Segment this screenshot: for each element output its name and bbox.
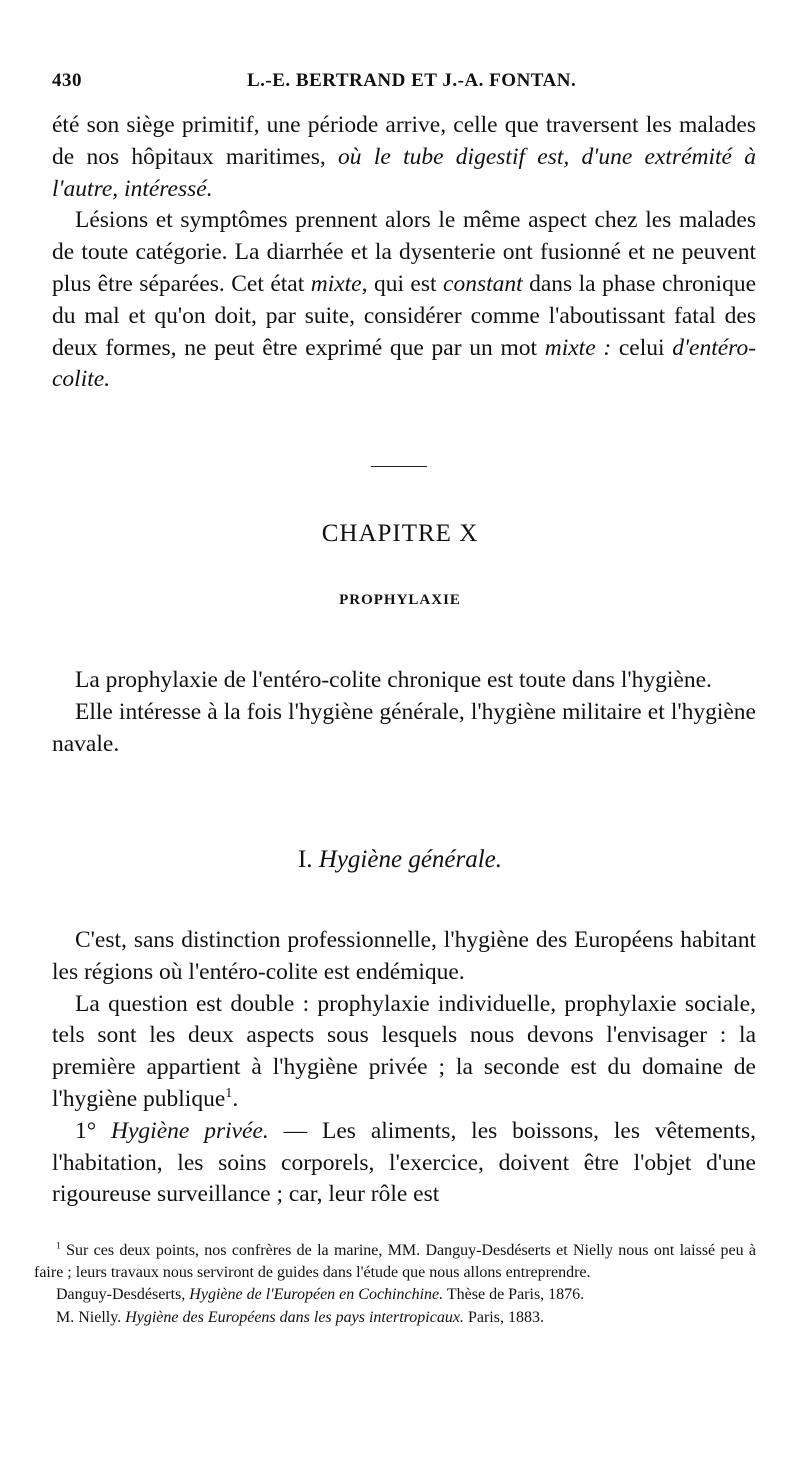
footnote-ref: 1 bbox=[225, 1085, 233, 1102]
separator-rule bbox=[371, 466, 427, 467]
section-number: I. bbox=[297, 846, 319, 873]
text-run: — Les aliments, les boissons, les vêtements, l'habitation, les soins corporels, l'exercice, doivent être l'objet d'une rigoureuse surveillance ; car, leur rôle est bbox=[52, 1117, 756, 1208]
text-block-3 bbox=[52, 925, 756, 1211]
ref-author: M. Nielly. bbox=[56, 1308, 126, 1326]
text-run: celui bbox=[611, 334, 673, 361]
text-block-1 bbox=[52, 110, 756, 396]
chapter-title: CHAPITRE X bbox=[321, 520, 479, 547]
chapter-subtitle: PROPHYLAXIE bbox=[339, 592, 461, 608]
text-block-2 bbox=[52, 665, 756, 760]
paragraph bbox=[52, 989, 756, 1116]
footnote bbox=[34, 1240, 756, 1284]
italic-text: mixte, bbox=[310, 270, 368, 297]
italic-text: constant bbox=[443, 270, 523, 297]
footnote-mark: 1 bbox=[56, 1240, 61, 1252]
paragraph: La prophylaxie de l'entéro-colite chronique est toute dans l'hygiène. bbox=[75, 667, 712, 693]
italic-text: d'entéro-colite. bbox=[52, 334, 757, 393]
paragraph bbox=[52, 110, 756, 205]
text-run: . bbox=[232, 1085, 239, 1112]
running-title: L.-E. BERTRAND ET J.-A. FONTAN. bbox=[247, 70, 577, 91]
page-number: 430 bbox=[52, 70, 82, 91]
ref-author: Danguy-Desdéserts, bbox=[56, 1286, 190, 1304]
paragraph bbox=[52, 1116, 756, 1211]
text-run: La question est double : prophylaxie individuelle, prophylaxie sociale, tels sont les deux aspects sous lesquels nous devons l'envisager : la première appartient à l'hygiène privée ; la seconde est du domaine de l'hygiène publique bbox=[52, 990, 756, 1112]
text-run: Lésions et symptômes prennent alors le même aspect chez les malades de toute catégorie. La diarrhée et la dysenterie ont fusionné et ne peuvent plus être séparées. Cet état bbox=[52, 207, 756, 297]
text-run: été son siège primitif, une période arrive, celle que traversent les malades de nos hôpitaux maritimes, bbox=[52, 112, 756, 170]
ref-details: Paris, 1883. bbox=[463, 1308, 544, 1326]
italic-text: mixte : bbox=[544, 334, 612, 361]
italic-text: Hygiène privée. bbox=[111, 1117, 269, 1144]
ref-title: Hygiène des Européens dans les pays intertropicaux. bbox=[125, 1308, 464, 1326]
ref-details: Thèse de Paris, 1876. bbox=[443, 1286, 585, 1304]
paragraph: C'est, sans distinction professionnelle, l'hygiène des Européens habitant les régions où l'entéro-colite est endémique. bbox=[52, 927, 756, 985]
footnotes bbox=[34, 1240, 756, 1329]
italic-text: où le tube digestif est, d'une extrémité à l'autre, intéressé. bbox=[52, 143, 756, 202]
text-run: dans la phase chronique du mal et qu'on doit, par suite, considérer comme l'aboutissant fatal des deux formes, ne peut être exprimé que par un mot bbox=[52, 270, 757, 361]
footnote-reference bbox=[34, 1284, 756, 1306]
section-heading bbox=[0, 846, 800, 874]
paragraph: Elle intéresse à la fois l'hygiène générale, l'hygiène militaire et l'hygiène navale. bbox=[52, 698, 756, 757]
text-run: 1° bbox=[75, 1117, 112, 1144]
section-title: Hygiène générale. bbox=[318, 846, 503, 873]
paragraph bbox=[52, 205, 756, 396]
footnote-reference bbox=[34, 1307, 756, 1329]
ref-title: Hygiène de l'Européen en Cochinchine. bbox=[189, 1286, 444, 1304]
footnote-text: Sur ces deux points, nos confrères de la marine, MM. Danguy-Desdéserts et Nielly nous ont laissé peu à faire ; leurs travaux nous serviront de guides dans l'étude que nous allons entreprendre. bbox=[34, 1242, 756, 1282]
text-run: qui est bbox=[367, 270, 444, 297]
